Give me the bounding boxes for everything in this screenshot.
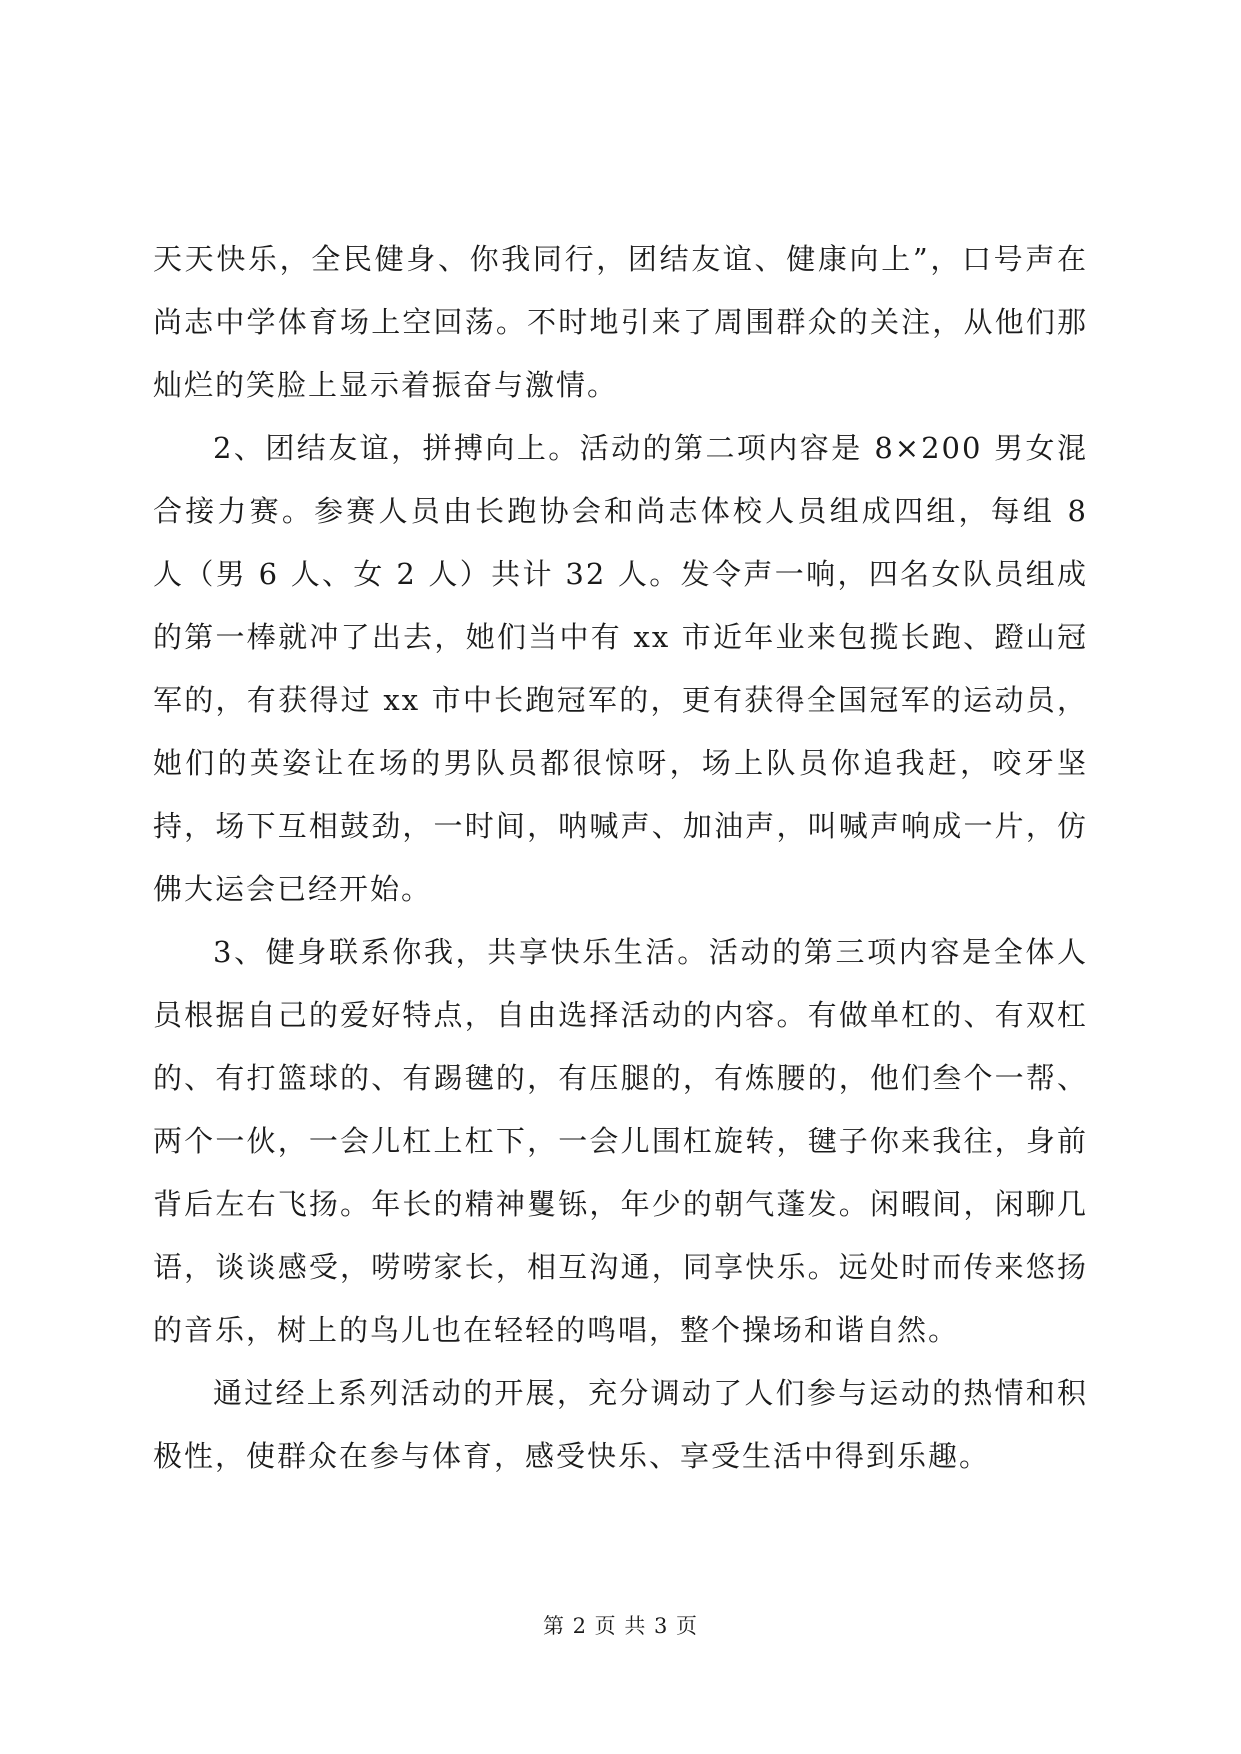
page-number-footer: 第 2 页 共 3 页	[542, 1614, 699, 1638]
paragraph-4: 通过经上系列活动的开展，充分调动了人们参与运动的热情和积极性，使群众在参与体育，感受快乐、享受生活中得到乐趣。	[153, 1376, 1088, 1473]
paragraph-1: 天天快乐，全民健身、你我同行，团结友谊、健康向上”，口号声在尚志中学体育场上空回荡。不时地引来了周围群众的关注，从他们那灿烂的笑脸上显示着振奋与激情。	[153, 242, 1088, 402]
paragraph-2: 2、团结友谊，拼搏向上。活动的第二项内容是 8×200 男女混合接力赛。参赛人员由长跑协会和尚志体校人员组成四组，每组 8 人（男 6 人、女 2 人）共计 32 人。发令声一响，四名女队员组成的第一棒就冲了出去，她们当中有 xx 市近年业来包揽长跑、蹬山冠军的，有获得过 xx 市中长跑冠军的，更有获得全国冠军的运动员，她们的英姿让在场的男队员都很惊呀，场上队员你追我赶，咬牙坚持，场下互相鼓劲，一时间，呐喊声、加油声，叫喊声响成一片，仿佛大运会已经开始。	[153, 431, 1088, 906]
document-body	[153, 228, 1088, 1488]
paragraph-3: 3、健身联系你我，共享快乐生活。活动的第三项内容是全体人员根据自己的爱好特点，自由选择活动的内容。有做单杠的、有双杠的、有打篮球的、有踢毽的，有压腿的，有炼腰的，他们叁个一帮、两个一伙，一会儿杠上杠下，一会儿围杠旋转，毽子你来我往，身前背后左右飞扬。年长的精神矍铄，年少的朝气蓬发。闲暇间，闲聊几语，谈谈感受，唠唠家长，相互沟通，同享快乐。远处时而传来悠扬的音乐，树上的鸟儿也在轻轻的鸣唱，整个操场和谐自然。	[153, 935, 1088, 1347]
